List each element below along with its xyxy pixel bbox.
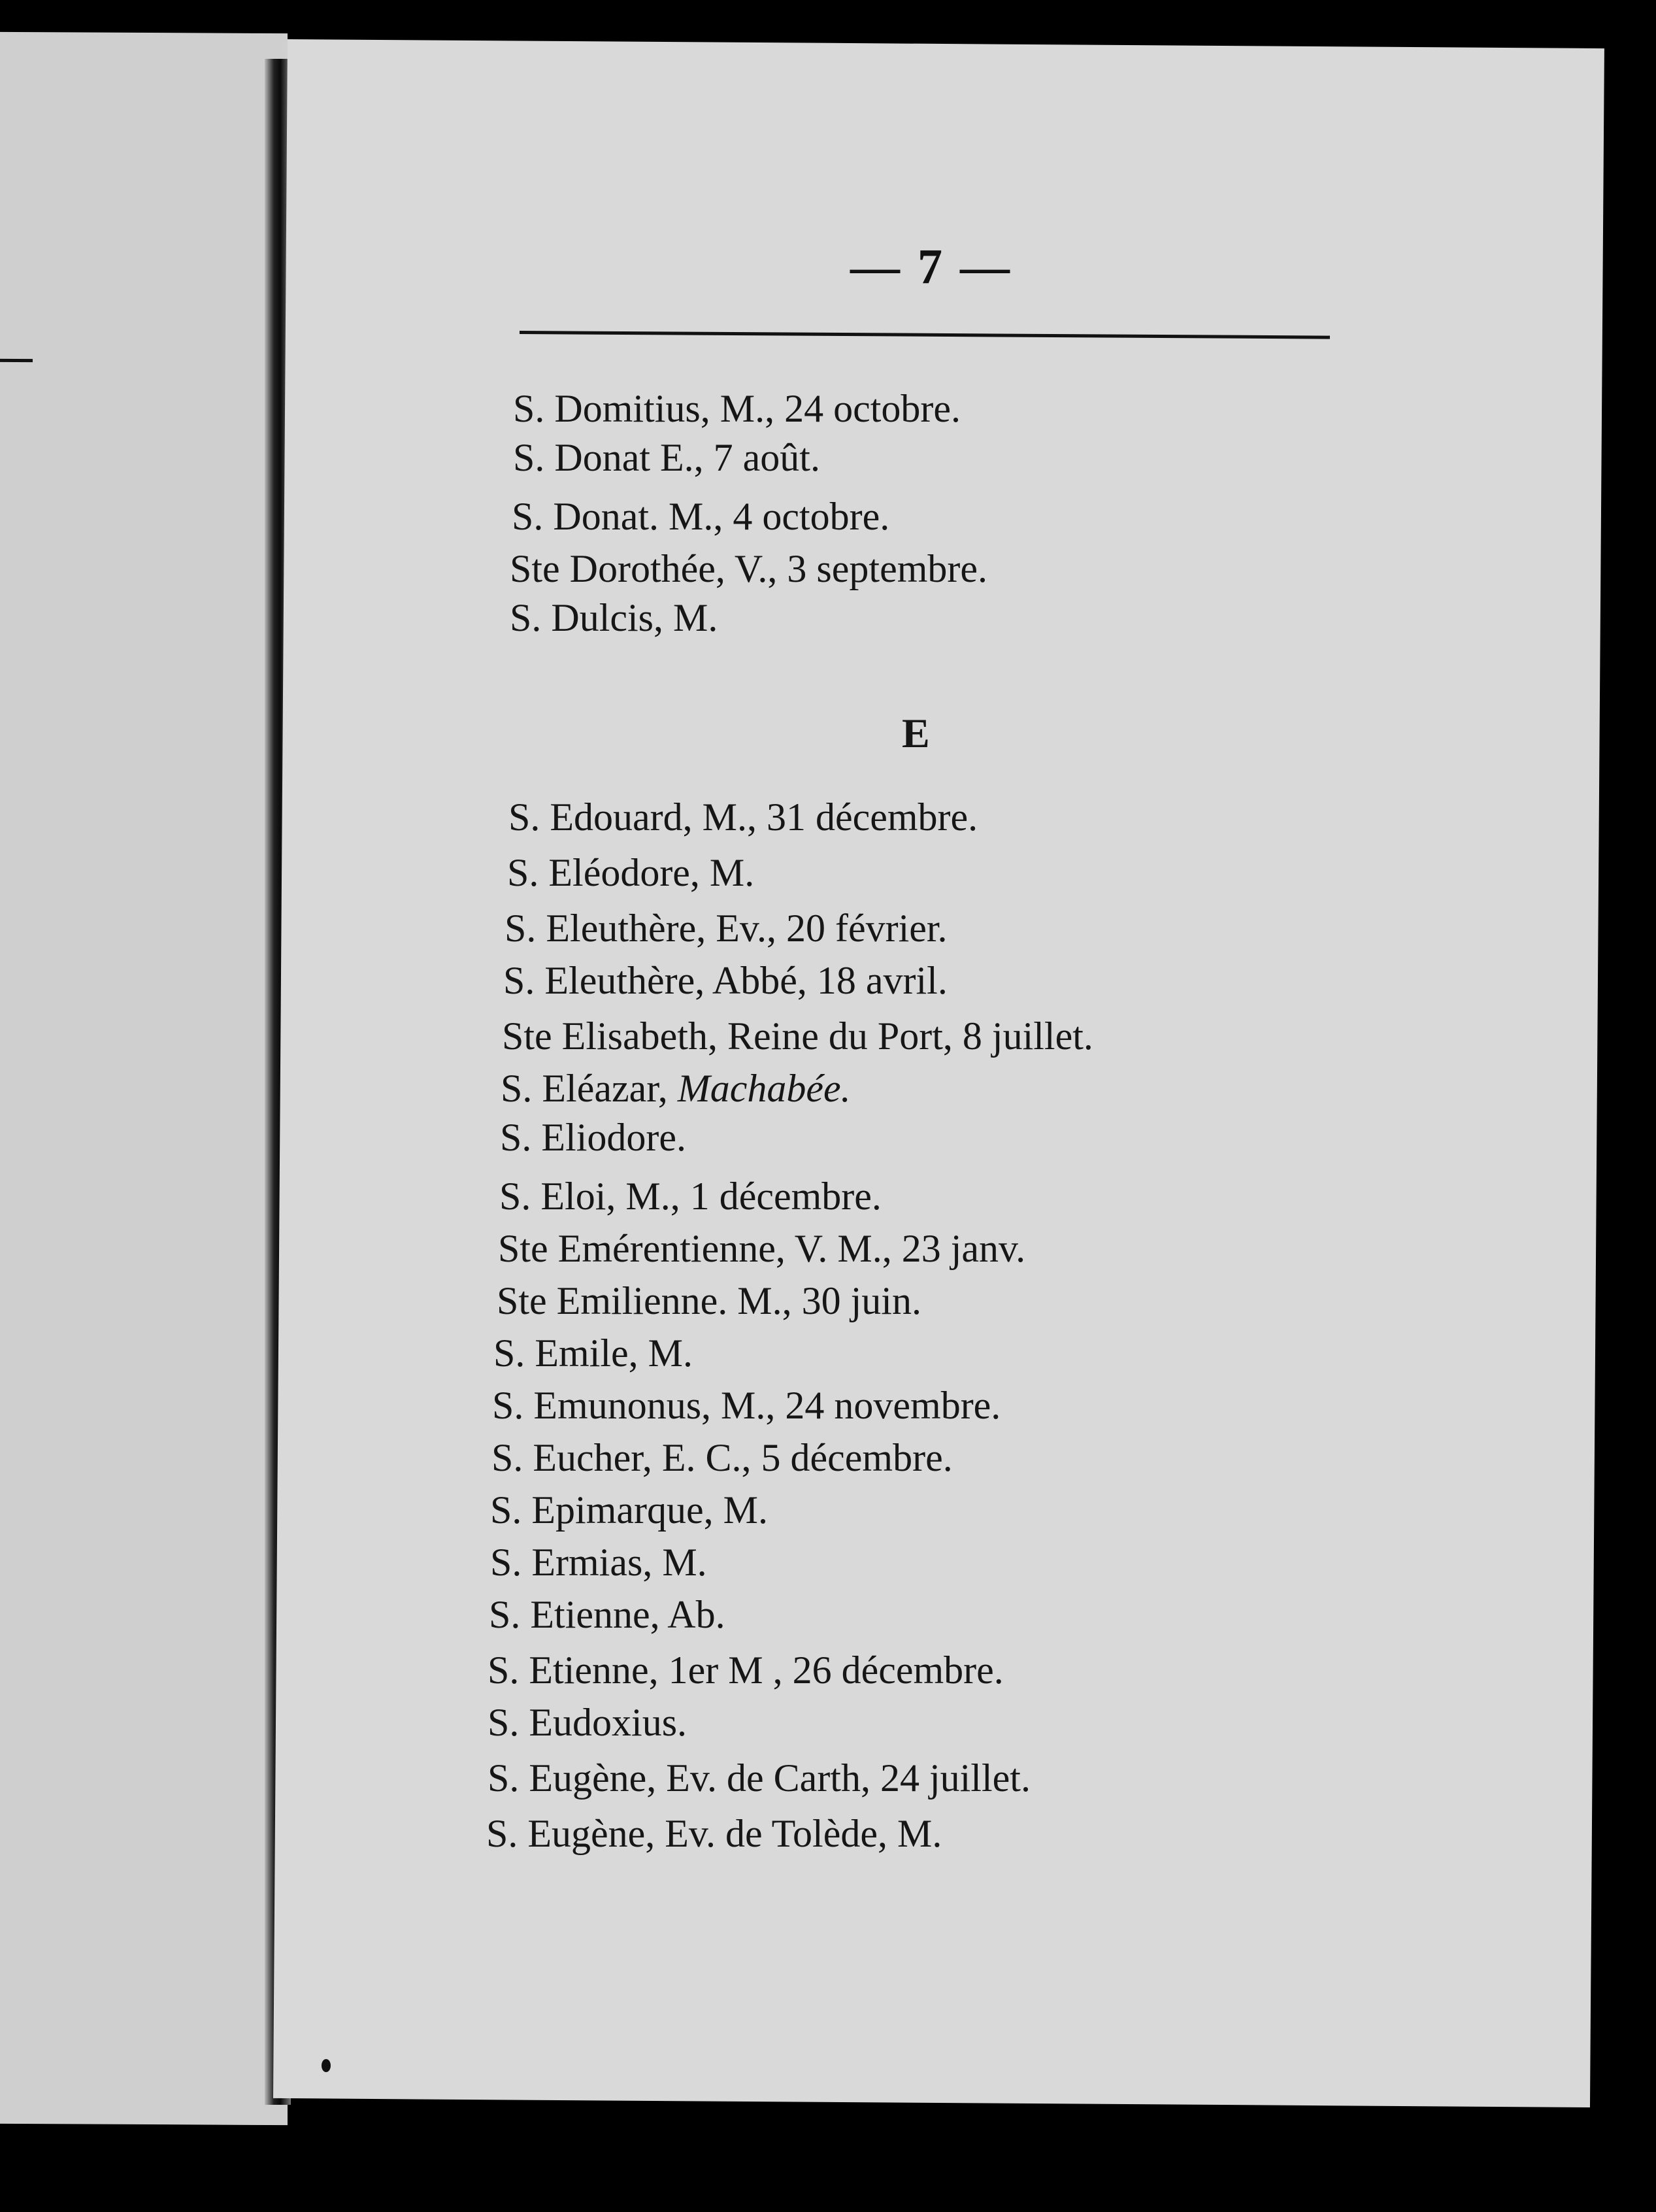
entry-italic: Machabée. [677, 1067, 851, 1110]
list-item: S. Eloi, M., 1 décembre. [499, 1175, 882, 1218]
list-item: S. Eugène, Ev. de Carth, 24 juillet. [488, 1756, 1031, 1800]
list-item: S. Domitius, M., 24 octobre. [513, 387, 961, 430]
list-item: S. Etienne, Ab. [489, 1593, 725, 1636]
list-item: S. Dulcis, M. [510, 596, 718, 639]
list-item: S. Eleuthère, Ev., 20 février. [505, 907, 948, 950]
list-item: Ste Emilienne. M., 30 juin. [497, 1279, 921, 1322]
list-item: S. Eucher, E. C., 5 décembre. [491, 1436, 953, 1479]
list-item: S. Emunonus, M., 24 novembre. [492, 1384, 1001, 1427]
list-item: Ste Emérentienne, V. M., 23 janv. [498, 1227, 1026, 1270]
list-item: S. Eleuthère, Abbé, 18 avril. [503, 959, 948, 1002]
list-item: S. Etienne, 1er M , 26 décembre. [488, 1649, 1004, 1692]
list-item: S. Ermias, M. [490, 1541, 707, 1584]
list-item: S. Edouard, M., 31 décembre. [508, 796, 978, 839]
list-item: S. Eléodore, M. [507, 851, 755, 894]
list-item [501, 1065, 851, 1111]
entry-text: S. Eléazar, [501, 1067, 678, 1110]
page-number: — 7 — [850, 239, 1012, 294]
list-item: S. Epimarque, M. [490, 1488, 768, 1532]
list-item: S. Eliodore. [500, 1116, 686, 1159]
section-letter: E [902, 710, 930, 756]
list-item: S. Donat E., 7 août. [513, 436, 820, 479]
list-item: S. Eugène, Ev. de Tolède, M. [486, 1812, 942, 1855]
list-item: S. Eudoxius. [488, 1701, 687, 1744]
list-item: Ste Dorothée, V., 3 septembre. [510, 547, 987, 590]
list-item: S. Donat. M., 4 octobre. [512, 495, 890, 538]
list-item: S. Emile, M. [493, 1332, 693, 1375]
list-item: Ste Elisabeth, Reine du Port, 8 juillet. [502, 1014, 1093, 1058]
ink-speck [322, 2059, 331, 2072]
